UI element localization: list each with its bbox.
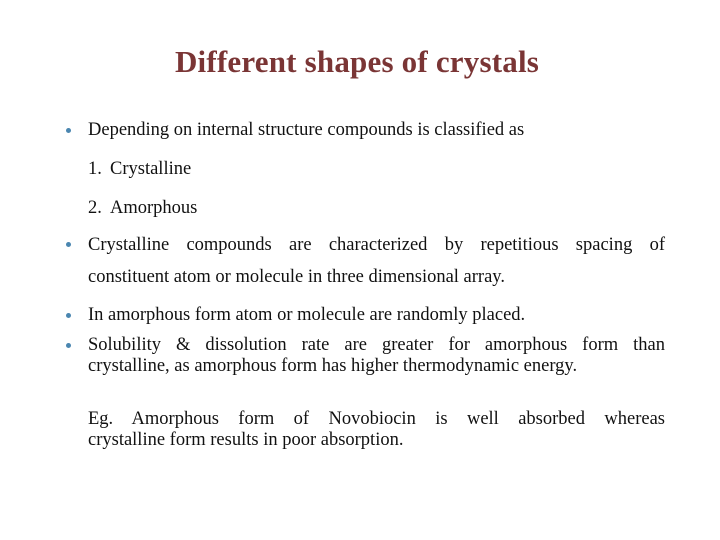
example-text-line2: crystalline form results in poor absorption. <box>88 430 404 450</box>
bullet-text-crystalline-line1: Crystalline compounds are characterized by repetitious spacing of <box>88 235 665 255</box>
bullet-text-solubility-line1: Solubility & dissolution rate are greater for amorphous form than <box>88 335 665 355</box>
list-item-label: Crystalline <box>110 159 192 179</box>
bullet-dot <box>66 313 71 318</box>
list-number: 2. <box>88 198 102 218</box>
bullet-dot <box>66 128 71 133</box>
slide-title: Different shapes of crystals <box>174 44 540 79</box>
bullet-dot <box>66 343 71 348</box>
list-item-label: Amorphous <box>110 198 198 218</box>
list-item-amorphous <box>88 197 197 219</box>
list-item-crystalline <box>88 158 191 180</box>
bullet-dot <box>66 242 71 247</box>
example-text-line1: Eg. Amorphous form of Novobiocin is well absorbed whereas <box>88 409 665 429</box>
bullet-text-crystalline-line2: constituent atom or molecule in three dimensional array. <box>88 267 505 287</box>
list-number: 1. <box>88 159 102 179</box>
bullet-text-solubility-line2: crystalline, as amorphous form has higher thermodynamic energy. <box>88 356 578 376</box>
bullet-text-amorphous-form: In amorphous form atom or molecule are randomly placed. <box>88 305 526 325</box>
bullet-text-classification: Depending on internal structure compounds is classified as <box>88 120 525 140</box>
